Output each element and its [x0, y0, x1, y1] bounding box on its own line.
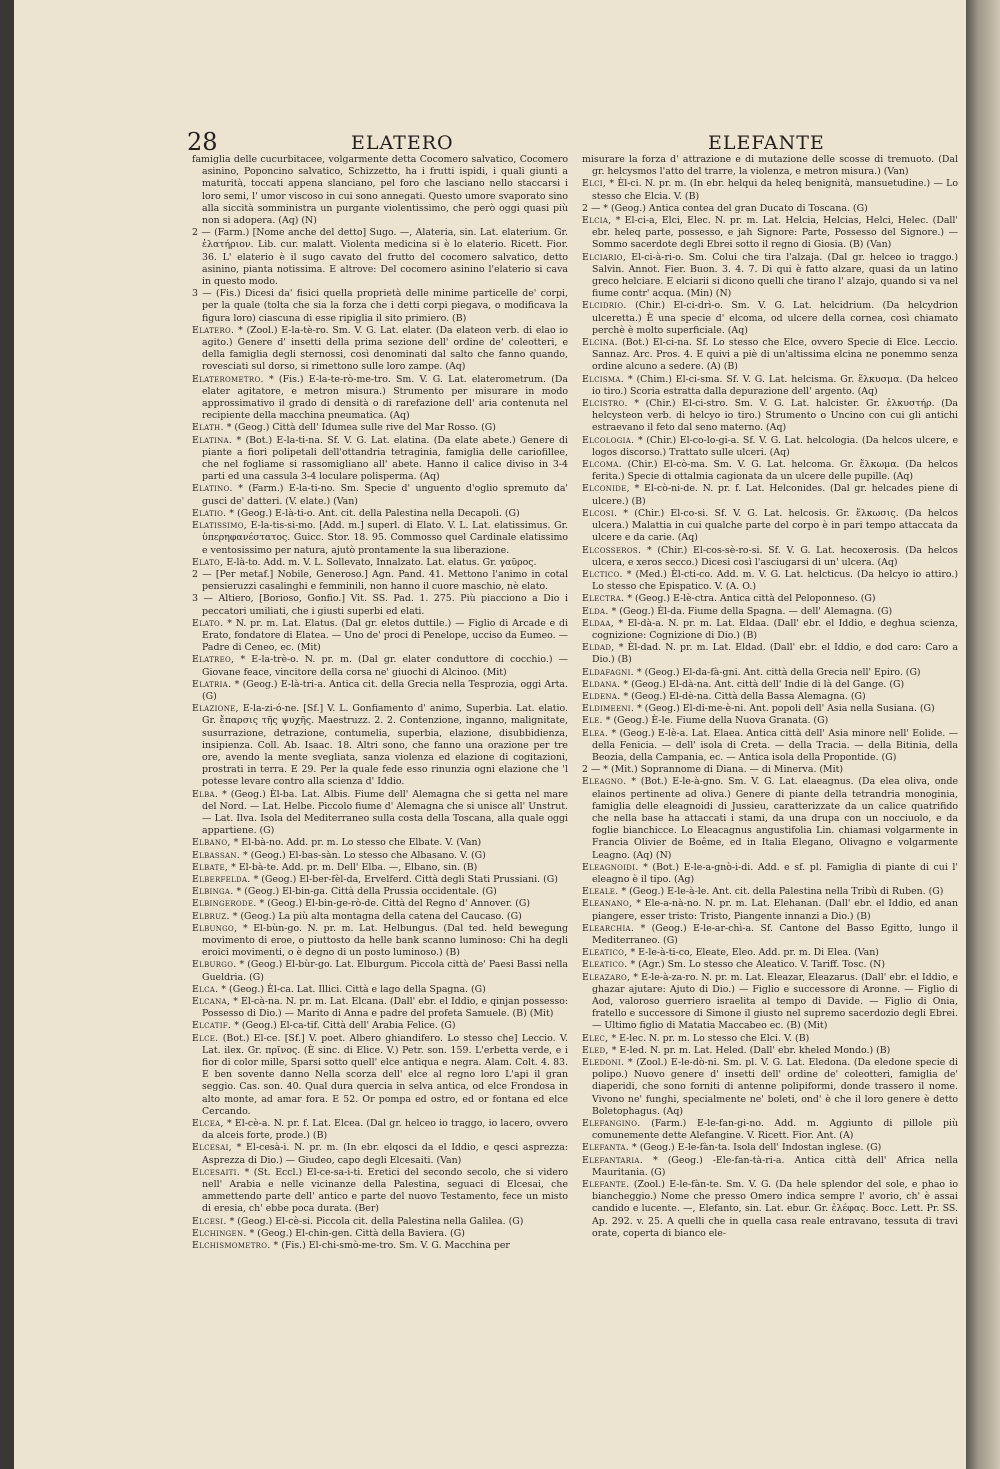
entry-headword: Elbate,: [192, 861, 229, 873]
entry-headword: Elbungo,: [192, 922, 238, 934]
dictionary-entry: [582, 959, 958, 971]
dictionary-entry: [582, 728, 958, 765]
entry-headword: Elbingerode.: [192, 898, 257, 910]
dictionary-entry: [582, 300, 958, 337]
entry-text: * E-le-à-ti-co, Eleate, Eleo. Add. pr. m. Di Elea. (Van): [630, 947, 879, 959]
entry-text: * El-cesà-i. N. pr. m. (In ebr. elqosci da el Iddio, e qesci asprezza: Asprezza di Dio.) — Giudeo, capo degli Elcesaiti. (Van): [202, 1142, 568, 1166]
dictionary-entry: [192, 1167, 568, 1216]
dictionary-entry: [582, 459, 958, 483]
entry-headword: Elcosseros.: [582, 544, 642, 556]
entry-headword: Elaterometro.: [192, 373, 264, 385]
entry-text: * E-led. N. pr. m. Lat. Heled. (Dall' ebr. kheled Mondo.) (B): [611, 1044, 891, 1056]
dictionary-entry: [582, 252, 958, 301]
entry-headword: Elec,: [582, 1032, 609, 1044]
entry-headword: Elbinga.: [192, 886, 234, 898]
dictionary-entry: [192, 862, 568, 874]
entry-text: El-ci-à-ri-o. Sm. Colui che tira l'alzaja. (Dal gr. helceo io traggo.) Salvin. Annot. Fier. Buon. 3. 4. 7. Di qui è fatto alzare, quasi da un latino greco helciare. E elciarii si dicono quelli che tirano l' alzajo, quando si va nel fiume contr' acqua. (Min) (N): [592, 251, 958, 300]
entry-text: * El-cò-ni-de. N. pr. f. Lat. Helconides. (Dal gr. helcades piene di ulcere.) (B): [592, 483, 958, 507]
entry-text: * (Chim.) El-ci-sma. Sf. V. G. Lat. helcisma. Gr. ἕλκυσμα. (Da helceo io tiro.) Scoria estratta dalla depurazione dell' argento. (Aq): [592, 373, 958, 397]
entry-headword: Eleatico.: [582, 959, 628, 971]
entry-headword: Elcesaiti.: [192, 1166, 240, 1178]
dictionary-entry: [582, 972, 958, 1033]
right-column: [582, 154, 958, 1444]
dictionary-entry: [582, 1045, 958, 1057]
entry-text: (Bot.) El-ci-na. Sf. Lo stesso che Elce, ovvero Specie di Elce. Leccio. Sannaz. Arc. Pros. 4. E quivi a piè di un'altissima elcina ne ponemmo senza ordine alcuno a sedere. (A) (B): [592, 337, 958, 373]
entry-text: * El-ci-a, Elci, Elec. N. pr. m. Lat. Helcia, Helcias, Helci, Helec. (Dall' ebr. heleq parte, possesso, e jah Signore: Parte, Possesso del Signore.) — Sommo sacerdote degli Ebrei sotto il regno di Giosia. (B) (Van): [592, 215, 958, 251]
entry-headword: Elatreo,: [192, 654, 235, 666]
dictionary-entry: [582, 215, 958, 252]
entry-headword: Elea.: [582, 727, 609, 739]
entry-text: * (Geog.) È-le. Fiume della Nuova Granata. (G): [605, 715, 829, 727]
entry-text: * E-lec. N. pr. m. Lo stesso che Elci. V. (B): [611, 1032, 810, 1044]
dictionary-entry: [192, 874, 568, 886]
entry-text: * (Farm.) E-la-ti-no. Sm. Specie d' unguento d'oglio spremuto da' gusci de' datteri. (V. elate.) (Van): [202, 483, 568, 507]
entry-text: (Bot.) El-ce. [Sf.] V. poet. Albero ghiandifero. Lo stesso che] Leccio. V. Lat. ilex. Gr. πρῖνος. (È sinc. di Elice. V.) Petr. son. 159. L'erbetta verde, e i fior di color mille, Sparsi sotto quell' elce antiqua e negra. Alam. Colt. 4. 83. E ben sovente danno Nella scorza dell' elce al regno loro L'api il gran seggio. Cas. son. 40. Qual dura quercia in selva antica, od elce Frondosa in alto monte, ad amar fora. E 52. Or pompa ed ostro, ed or fontana ed elce Cercando.: [202, 1032, 568, 1117]
entry-text: * (Geog.) El-ber-fèl-da, Ervelferd. Città degli Stati Prussiani. (G): [253, 873, 558, 885]
entry-text: * Èl-ci. N. pr. m. (In ebr. helqui da heleq benignità, mansuetudine.) — Lo stesso che Elcia. V. (B): [592, 178, 958, 202]
entry-text: * (Geog.) Èl-ca. Lat. Illici. Città e lago della Spagna. (G): [221, 983, 486, 995]
entry-headword: Eldana.: [582, 678, 621, 690]
page-number: 28: [187, 128, 218, 156]
dictionary-entry: [192, 898, 568, 910]
dictionary-entry: [582, 545, 958, 569]
dictionary-entry: [192, 593, 568, 617]
entry-text: 3 — Altiero, [Borioso, Gonfio.] Vit. SS. Pad. 1. 275. Più piacciono a Dio i peccatori umiliati, che i giusti superbi ed elati.: [192, 593, 568, 617]
entry-text: * (Geog.) E-là-ti-o. Ant. cit. della Palestina nella Decapoli. (G): [229, 507, 520, 519]
dictionary-entry: [582, 679, 958, 691]
entry-text: * El-bà-te. Add. pr. m. Dell' Elba. —, Elbano, sin. (B): [231, 861, 478, 873]
entry-headword: Elath.: [192, 422, 224, 434]
entry-headword: Eleanano,: [582, 898, 633, 910]
dictionary-entry: [192, 227, 568, 288]
entry-headword: Elatria.: [192, 678, 232, 690]
dictionary-entry: [582, 398, 958, 435]
dictionary-entry: [582, 508, 958, 545]
entry-text: * (Geog.) E-là-tri-a. Antica cit. della Grecia nella Tesprozia, oggi Arta. (G): [202, 678, 568, 702]
entry-headword: Elatina.: [192, 434, 233, 446]
left-running-head: ELATERO: [351, 132, 454, 154]
entry-headword: Eldad,: [582, 642, 615, 654]
dictionary-entry: [582, 886, 958, 898]
entry-text: E-là-to. Add. m. V. L. Sollevato, Innalzato. Lat. elatus. Gr. γαῦρος.: [226, 556, 537, 568]
dictionary-entry: [192, 618, 568, 655]
entry-text: (Zool.) E-le-fàn-te. Sm. V. G. (Da hele splendor del sole, e phao io biancheggio.) Nome che presso Omero indica sempre l' avorio, ch' è assai candido e lucente. —, Elefanto, sin. Lat. ebur. Gr. ἐλέφας. Bocc. Lett. Pr. SS. Ap. 292. v. 25. A quelli che in quella casa reale entravano, tessuta di travi orate, coperta di bianco ele-: [592, 1179, 958, 1239]
entry-text: * (Geog.) E-le-fàn-ta. Isola dell' Indostan inglese. (G): [632, 1142, 882, 1154]
dictionary-entry: [582, 862, 958, 886]
entry-text: (Farm.) E-le-fan-gi-no. Add. m. Aggiunto di pillole più comunemente dette Alefangine. V. Ricett. Fior. Ant. (A): [592, 1118, 958, 1142]
entry-text: 2 — * (Geog.) Antica contea del gran Ducato di Toscana. (G): [582, 202, 868, 214]
entry-text: * (Geog.) E-le-à-le. Ant. cit. della Palestina nella Tribù di Ruben. (G): [621, 886, 944, 898]
dictionary-entry: [582, 374, 958, 398]
entry-headword: Elefanta.: [582, 1142, 630, 1154]
entry-headword: Eleale.: [582, 886, 619, 898]
entry-headword: Elato,: [192, 556, 224, 568]
dictionary-entry: [582, 1179, 958, 1240]
entry-headword: Elcoma.: [582, 459, 622, 471]
entry-text: * (Geog.) Èl-da. Fiume della Spagna. — dell' Alemagna. (G): [611, 605, 893, 617]
dictionary-entry: [582, 1118, 958, 1142]
entry-text: * (Med.) Èl-cti-co. Add. m. V. G. Lat. helcticus. (Da helcyo io attiro.) Lo stesso che Epispatico. V. (A. O.): [592, 568, 958, 593]
entry-headword: Eldaa,: [582, 617, 614, 629]
dictionary-entry: [192, 1216, 568, 1228]
entry-headword: Elba.: [192, 788, 219, 800]
dictionary-entry: [582, 947, 958, 959]
entry-headword: Elatissimo,: [192, 520, 248, 532]
entry-headword: Elbassan.: [192, 849, 241, 861]
entry-headword: Eleatico,: [582, 947, 628, 959]
entry-text: * (Geog.) El-cè-si. Piccola cit. della Palestina nella Galilea. (G): [229, 1215, 524, 1227]
entry-headword: Elcia,: [582, 215, 612, 227]
entry-text: * (Chir.) El-co-lo-gi-a. Sf. V. G. Lat. helcologia. (Da helcos ulcere, e logos discorso.) Trattato sulle ulceri. (Aq): [592, 434, 958, 458]
entry-text: * (Geog.) El-chin-gen. Città della Baviera. (G): [249, 1227, 465, 1239]
dictionary-entry: [582, 178, 958, 202]
entry-headword: Elcosi.: [582, 507, 618, 519]
entry-headword: Elce.: [192, 1032, 219, 1044]
dictionary-entry: [192, 837, 568, 849]
left-column: [192, 154, 568, 1444]
entry-text: * Ele-a-nà-no. N. pr. m. Lat. Elehanan. (Dall' ebr. el Iddio, ed anan piangere, esser tristo: Tristo, Piangente innanzi a Dio.) (B): [592, 898, 958, 922]
entry-headword: Elctico.: [582, 568, 623, 580]
entry-text: (Chir.) El-ci-drì-o. Sm. V. G. Lat. helcidrium. (Da helcydrion ulceretta.) È una specie d' elcoma, od ulcere della cornea, così chiamato perchè è molto superficiale. (Aq): [592, 300, 958, 336]
dictionary-entry: [582, 1033, 958, 1045]
dictionary-entry: [192, 886, 568, 898]
entry-headword: Elcistro.: [582, 398, 628, 410]
dictionary-entry: [582, 337, 958, 374]
entry-headword: Elcesi.: [192, 1215, 227, 1227]
dictionary-entry: [582, 923, 958, 947]
entry-text: * (Bot.) E-la-ti-na. Sf. V. G. Lat. elatina. (Da elate abete.) Genere di piante a fiori polipetali dell'ottandria tetraginia, famiglia delle cariofillee, che nel fogliame si rassomigliano all' abete. Hanno il calice diviso in 3-4 parti ed una cassula 3-4 loculare polisperma. (Aq): [202, 434, 568, 483]
entry-headword: Eldafagni.: [582, 666, 634, 678]
dictionary-entry: [192, 679, 568, 703]
entry-text: E-la-tis-si-mo. [Add. m.] superl. di Elato. V. L. Lat. elatissimus. Gr. ὑπερηφανέστατος. Guicc. Stor. 18. 95. Commosso quel Cardinale elatissimo e ventosissimo per natura, ajutò prontamente la sua liberazione.: [202, 520, 568, 556]
book-gutter-edge: [966, 0, 1000, 1469]
entry-text: * (Geog.) El-dà-na. Ant. città dell' Indie di là del Gange. (G): [623, 678, 905, 690]
dictionary-entry: [192, 520, 568, 557]
dictionary-entry: [192, 1228, 568, 1240]
entry-text: * (Geog.) El-da-fà-gni. Ant. città della Grecia nell' Epiro. (G): [636, 666, 921, 678]
entry-text: * El-cà-na. N. pr. m. Lat. Elcana. (Dall' ebr. el Iddio, e qinjan possesso: Possesso di Dio.) — Marito di Anna e padre del profeta Samuele. (B) (Mit): [202, 996, 568, 1020]
entry-text: * (Geog.) E-lè-ctra. Antica città del Peloponneso. (G): [627, 593, 876, 605]
entry-headword: Elchingen.: [192, 1227, 247, 1239]
dictionary-entry: [192, 325, 568, 374]
entry-text: * (Geog.) El-bin-ge-rò-de. Città del Regno d' Annover. (G): [259, 898, 531, 910]
entry-text: * El-cè-a. N. pr. f. Lat. Elcea. (Dal gr. helceo io traggo, io lacero, ovvero da alceis forte, prode.) (B): [202, 1118, 568, 1142]
dictionary-entry: [582, 435, 958, 459]
entry-headword: Elcea,: [192, 1118, 224, 1130]
entry-headword: Eldena.: [582, 690, 621, 702]
dictionary-entry: [192, 422, 568, 434]
entry-headword: Eleazaro,: [582, 971, 631, 983]
entry-headword: Eleagno.: [582, 776, 627, 788]
entry-text: * (Geog.) E-lè-a. Lat. Elaea. Antica città dell' Asia minore nell' Eolide. — della Fenicia. — dell' isola di Creta. — della Tracia. — della Bitinia, della Beozia, della Campania, ec. — Antica isola della Propontide. (G): [592, 727, 958, 763]
dictionary-entry: [192, 996, 568, 1020]
entry-text: * (Geog.) El-bùr-go. Lat. Elburgum. Piccola città de' Paesi Bassi nella Gueldria. (G): [202, 959, 568, 983]
entry-headword: Elcologia.: [582, 434, 635, 446]
dictionary-entry: [192, 789, 568, 838]
entry-text: * N. pr. m. Lat. Elatus. (Dal gr. eletos duttile.) — Figlio di Arcade e di Erato, fondatore di Elatea. — Uno de' proci di Penelope, ucciso da Eumeo. — Padre di Ceneo, ec. (Mit): [202, 617, 568, 654]
entry-text: 2 — [Per metaf.] Nobile, Generoso.] Agn. Pand. 41. Mettono l'animo in cotal pensieruzzi casalinghi e femminili, non hanno il cuore maschio, nè elato.: [192, 568, 568, 593]
dictionary-entry: [192, 374, 568, 423]
entry-headword: Elefantaria.: [582, 1154, 644, 1166]
dictionary-entry: [192, 703, 568, 788]
dictionary-entry: [192, 288, 568, 325]
entry-headword: Elearchia.: [582, 922, 635, 934]
entry-headword: Elburgo.: [192, 959, 237, 971]
entry-headword: Elcidrio.: [582, 300, 627, 312]
entry-headword: Elefangino.: [582, 1118, 641, 1130]
entry-headword: Elcina.: [582, 337, 618, 349]
dictionary-entry: [192, 557, 568, 569]
entry-headword: Eleagnoidi.: [582, 861, 639, 873]
entry-text: * (Zool.) E-la-tè-ro. Sm. V. G. Lat. elater. (Da elateon verb. di elao io agito.) Genere d' insetti della prima sezione dell' ordine de' coleotteri, e della famiglia degli sternossi, così denominati dal salto che fanno quando, rovesciati sul dorso, si rimettono sulle loro zampe. (Aq): [202, 324, 568, 373]
dictionary-entry: [582, 1155, 958, 1179]
entry-text: * (Geog.) Città dell' Idumea sulle rive del Mar Rosso. (G): [226, 422, 496, 434]
entry-text: * (Fis.) El-chi-smò-me-tro. Sm. V. G. Macchina per: [273, 1240, 510, 1252]
dictionary-entry: [582, 898, 958, 922]
entry-headword: Elberfelda.: [192, 873, 251, 885]
entry-headword: Eled,: [582, 1044, 609, 1056]
entry-text: * (Fis.) E-la-te-rò-me-tro. Sm. V. G. Lat. elaterometrum. (Da elater agitatore, e metron misura.) Strumento per misurare in modo approssimativo il grado di densità o di rarefazione dell' aria contenuta nel recipiente della macchina pneumatica. (Aq): [202, 373, 568, 422]
dictionary-entry: [192, 1033, 568, 1118]
dictionary-entry: [192, 435, 568, 484]
entry-text: * (St. Eccl.) El-ce-sa-i-ti. Eretici del secondo secolo, che si videro nell' Arabia e nelle vicinanze della Palestina, seguaci di Elcesai, che ammettendo parte dell' antico e parte del nuovo Testamento, fece un misto di eresia, ch' ebbe poca durata. (Ber): [202, 1166, 568, 1215]
dictionary-entry: [582, 618, 958, 642]
dictionary-entry: [582, 764, 958, 776]
entry-headword: Elchismometro.: [192, 1240, 271, 1252]
entry-text: * El-bà-no. Add. pr. m. Lo stesso che Elbate. V. (Van): [233, 837, 482, 849]
entry-headword: Elbano,: [192, 837, 231, 849]
entry-text: * El-bùn-go. N. pr. m. Lat. Helbungus. (Dal ted. held bewegung movimento di eroe, o piuttosto da helle bank scanno luminoso: Chi ha degli eroici movimenti, o è degno di un posto luminoso.) (B): [202, 922, 568, 959]
entry-text: * (Chir.) El-cos-sè-ro-si. Sf. V. G. Lat. hecoxerosis. (Da helcos ulcera, e xeros secco.) Dicesi così l'asciugarsi di un' ulcera. (Aq): [592, 544, 958, 568]
book-page: [14, 0, 966, 1469]
dictionary-entry: [582, 776, 958, 861]
entry-headword: Eldimeeni.: [582, 703, 635, 715]
entry-text: * (Chir.) El-co-si. Sf. V. G. Lat. helcosis. Gr. ἕλκωσις. (Da helcos ulcera.) Malattia in cui qualche parte del corpo è in pari tempo attaccata da ulcere e da carie. (Aq): [592, 507, 958, 544]
entry-text: * (Geog.) -Ele-fan-tà-ri-a. Antica città dell' Africa nella Mauritania. (G): [592, 1154, 958, 1178]
dictionary-entry: [192, 923, 568, 960]
entry-text: * (Geog.) La più alta montagna della catena del Caucaso. (G): [232, 910, 522, 922]
entry-text: misurare la forza d' attrazione e di mutazione delle scosse di tremuoto. (Dal gr. helcysmos l'atto del trarre, la violenza, e metron misura.) (Van): [582, 154, 958, 178]
right-running-head: ELEFANTE: [708, 132, 825, 154]
entry-text: * (Chir.) El-ci-stro. Sm. V. G. Lat. halcister. Gr. ἑλκυστήρ. (Da helcysteon verb. di helcyo io tiro.) Strumento o Uncino con cui gli antichi estraevano il feto dal seno materno. (Aq): [592, 398, 958, 434]
entry-headword: Elbruz.: [192, 910, 230, 922]
entry-text: * (Geog.) El-ca-tif. Città dell' Arabia Felice. (G): [234, 1020, 456, 1032]
entry-text: famiglia delle cucurbitacee, volgarmente detta Cocomero salvatico, Cocomero asinino, Poponcino salvatico, Schizzetto, ha i frutti ispidi, i quali giunti a maturità, toccati appena slanciano, pel foro che lasciano nello staccarsi i loro semi, l' umor viscoso in cui sono annegati. Questo umore svaporato sino alla siccità somministra un purgante violentissimo, che però oggi quasi più non si adopera. (Aq) (N): [192, 154, 568, 227]
entry-headword: Elefante.: [582, 1179, 630, 1191]
entry-headword: Electra.: [582, 593, 625, 605]
dictionary-entry: [582, 593, 958, 605]
entry-headword: Elconide,: [582, 483, 630, 495]
entry-text: * E-le-à-za-ro. N. pr. m. Lat. Eleazar, Eleazarus. (Dall' ebr. el Iddio, e ghazar ajutare: Ajuto di Dio.) — Figlio e successore di Aronne. — Figlio di Aod, valoroso guerriero israelita al tempo di Davide. — Figlio di Onia, fratello e successore di Simone il giusto nel supremo sacerdozio degli Ebrei. — Ultimo figlio di Matatia Maccabeo ec. (B) (Mit): [592, 971, 958, 1032]
dictionary-entry: [582, 569, 958, 593]
entry-text: 2 — (Farm.) [Nome anche del detto] Sugo. —, Alateria, sin. Lat. elaterium. Gr. ἐλατήριον. Lib. cur. malatt. Violenta medicina si è lo elaterio. Ricett. Fior. 36. L' elaterio è il sugo cavato del frutto del cocomero salvatico, detto asinino, pianta notissima. E altrove: Del cocomero asinino l'elaterio si cava in questo modo.: [192, 227, 568, 288]
entry-text: * (Geog.) E-le-ar-chì-a. Sf. Cantone del Basso Egitto, lungo il Mediterraneo. (G): [592, 922, 958, 946]
dictionary-entry: [192, 1240, 568, 1252]
entry-headword: Elcatif.: [192, 1020, 232, 1032]
dictionary-entry: [582, 154, 958, 178]
entry-headword: Elci,: [582, 178, 607, 190]
dictionary-entry: [582, 715, 958, 727]
entry-text: * (Geog.) El-dè-na. Città della Bassa Alemagna. (G): [623, 690, 866, 702]
entry-headword: Elato.: [192, 617, 224, 629]
entry-headword: Elatio.: [192, 507, 227, 519]
dictionary-entry: [582, 1057, 958, 1118]
entry-headword: Ele.: [582, 715, 603, 727]
dictionary-entry: [192, 850, 568, 862]
dictionary-entry: [582, 703, 958, 715]
entry-headword: Elca.: [192, 983, 219, 995]
dictionary-entry: [192, 959, 568, 983]
entry-text: * (Geog.) El-di-me-è-ni. Ant. popoli dell' Asia nella Susiana. (G): [637, 703, 935, 715]
dictionary-entry: [192, 154, 568, 227]
dictionary-entry: [192, 654, 568, 678]
dictionary-entry: [582, 203, 958, 215]
entry-text: * (Geog.) El-bin-ga. Città della Prussia occidentale. (G): [236, 886, 497, 898]
entry-text: * E-la-trè-o. N. pr. m. (Dal gr. elater conduttore di cocchio.) — Giovane feace, vincitore della corsa ne' giuochi di Alcinoo. (Mit): [202, 654, 568, 678]
entry-text: * (Bot.) E-le-à-gno. Sm. V. G. Lat. elaeagnus. (Da elea oliva, onde elainos pertinente ad oliva.) Genere di piante della tetrandria monoginia, famiglia delle eleagnoidi di Jussieu, caratterizzate da un calice quatrifido che nella base ha attaccati i stami, da una drupa con un nocciuolo, e da foglie bianchicce. Lo Eleacagnus angustifolia Lin. chiamasi volgarmente in Francia Olivier de Boême, ed in Italia Elegano, Olivagno e volgarmente Leagno. (Aq) (N): [592, 776, 958, 861]
entry-text: (Chir.) El-cò-ma. Sm. V. G. Lat. helcoma. Gr. ἕλκωμα. (Da helcos ferita.) Specie di ottalmia cagionata da un ulcere delle pupille. (Aq): [592, 459, 958, 483]
entry-text: * (Zool.) E-le-dò-ni. Sm. pl. V. G. Lat. Eledona. (Da eledone specie di polipo.) Nuovo genere d' insetti dell' ordine de' coleotteri, famiglia de' diaperidi, che sono forniti di antenne polipiformi, donde trassero il nome. Vivono ne' funghi, specialmente ne' boleti, ond' è che il loro genere è detto Boletophagus. (Aq): [592, 1057, 958, 1117]
entry-text: * El-dà-a. N. pr. m. Lat. Eldaa. (Dall' ebr. el Iddio, e deghua scienza, cognizione: Cognizione di Dio.) (B): [592, 617, 958, 641]
dictionary-entry: [582, 691, 958, 703]
dictionary-entry: [582, 483, 958, 507]
dictionary-entry: [582, 667, 958, 679]
entry-headword: Elatino.: [192, 483, 233, 495]
dictionary-entry: [192, 508, 568, 520]
entry-text: E-la-zi-ó-ne. [Sf.] V. L. Gonfiamento d' animo, Superbia. Lat. elatio. Gr. ἔπαρσις τῆς ψυχῆς. Maestruzz. 2. 2. Contenzione, inganno, malignitate, susurrazione, detrazione, contumelia, superbia, elazione, disubbidienza, insipienza. Coll. Ab. Isaac. 18. Altri sono, che fanno una orazione per tre ore, avendo la mente svegliata, sanza violenza ed elazione di cogitazioni, prostrati in terra. E 29. Per la quale fede esso rinunzia ogni elazione che 'l potesse levare contro alla scienza d' Iddio.: [202, 703, 568, 788]
entry-text: 2 — * (Mit.) Soprannome di Diana. — di Minerva. (Mit): [582, 764, 844, 776]
dictionary-entry: [192, 1142, 568, 1166]
entry-headword: Elda.: [582, 605, 609, 617]
entry-headword: Elazione,: [192, 703, 239, 715]
dictionary-entry: [192, 1118, 568, 1142]
entry-headword: Elatero.: [192, 324, 235, 336]
dictionary-entry: [192, 569, 568, 593]
dictionary-entry: [192, 1020, 568, 1032]
entry-headword: Elcisma.: [582, 373, 625, 385]
entry-text: 3 — (Fis.) Dicesi da' fisici quella proprietà delle minime particelle de' corpi, per la quale (tolta che sia la forza che i detti corpi piegava, o modificava la figura loro) ciascuna di esse ripiglia il sito primiero. (B): [192, 288, 568, 324]
dictionary-entry: [582, 1142, 958, 1154]
dictionary-entry: [582, 642, 958, 666]
entry-text: * (Geog.) El-bas-sàn. Lo stesso che Albasano. V. (G): [243, 849, 486, 861]
entry-text: * (Geog.) Èl-ba. Lat. Albis. Fiume dell' Alemagna che si getta nel mare del Nord. — Lat. Helbe. Piccolo fiume d' Alemagna che si unisce all' Unstrut. — Lat. Ilva. Isola del Mediterraneo sulla costa della Toscana, alla quale oggi appartiene. (G): [202, 788, 568, 837]
dictionary-entry: [192, 984, 568, 996]
entry-text: * (Agr.) Sm. Lo stesso che Aleatico. V. Tariff. Tosc. (N): [630, 959, 885, 971]
entry-text: * Èl-dad. N. pr. m. Lat. Eldad. (Dall' ebr. el Iddio, e dod caro: Caro a Dio.) (B): [592, 642, 958, 666]
dictionary-entry: [192, 483, 568, 507]
dictionary-entry: [582, 606, 958, 618]
entry-headword: Elciario,: [582, 251, 627, 263]
entry-headword: Elcana,: [192, 996, 231, 1008]
entry-headword: Elcesai,: [192, 1142, 232, 1154]
dictionary-entry: [192, 911, 568, 923]
entry-headword: Eledoni.: [582, 1057, 625, 1069]
entry-text: * (Bot.) E-le-a-gnò-i-di. Add. e sf. pl. Famiglia di piante di cui l' eleagno è il tipo. (Ag): [592, 861, 958, 885]
